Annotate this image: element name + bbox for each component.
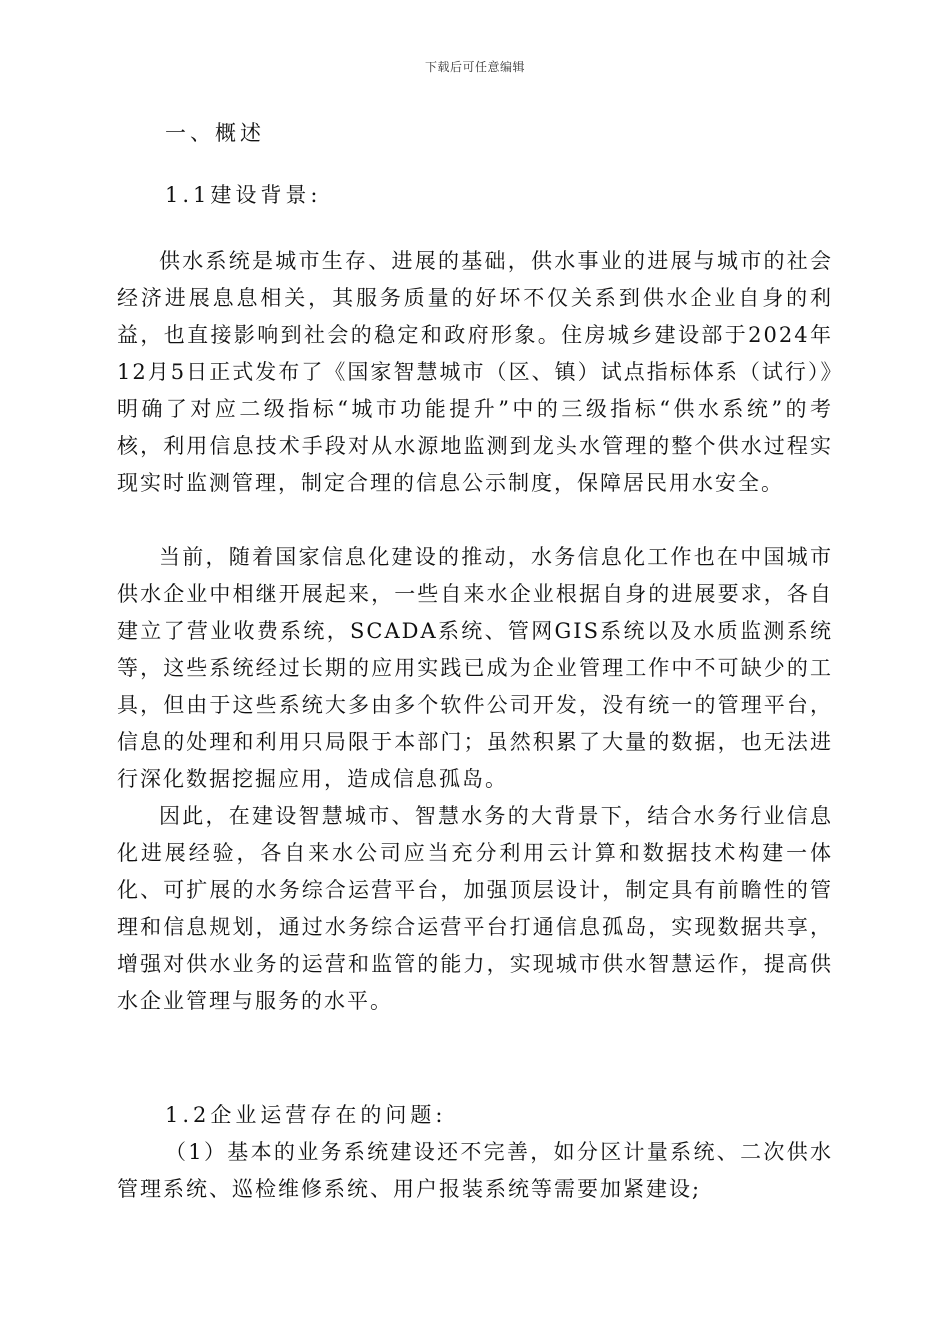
paragraph-background-3: 因此，在建设智慧城市、智慧水务的大背景下，结合水务行业信息化进展经验，各自来水公司应当充分利用云计算和数据技术构建一体化、可扩展的水务综合运营平台，加强顶层设计，制定具有前瞻性的管理和信息规划，通过水务综合运营平台打通信息孤岛，实现数据共享，增强对供水业务的运营和监管的能力，实现城市供水智慧运作，提高供水企业管理与服务的水平。: [117, 804, 833, 1013]
section-title-problems: 1.2企业运营存在的问题:: [165, 1103, 447, 1127]
paragraph-background-1: 供水系统是城市生存、进展的基础，供水事业的进展与城市的社会经济进展息息相关，其服务质量的好坏不仅关系到供水企业自身的利益，也直接影响到社会的稳定和政府形象。住房城乡建设部于2024年12月5日正式发布了《国家智慧城市（区、镇）试点指标体系（试行）》明确了对应二级指标“城市功能提升”中的三级指标“供水系统”的考核，利用信息技术手段对从水源地监测到龙头水管理的整个供水过程实现实时监测管理，制定合理的信息公示制度，保障居民用水安全。: [117, 249, 833, 495]
section-title-overview: 一、概述: [165, 121, 265, 145]
paragraph-problem-1: （1）基本的业务系统建设还不完善，如分区计量系统、二次供水管理系统、巡检维修系统、用户报装系统等需要加紧建设;: [117, 1140, 833, 1201]
paragraph-background-2: 当前，随着国家信息化建设的推动，水务信息化工作也在中国城市供水企业中相继开展起来，一些自来水企业根据自身的进展要求，各自建立了营业收费系统，SCADA系统、管网GIS系统以及水质监测系统等，这些系统经过长期的应用实践已成为企业管理工作中不可缺少的工具，但由于这些系统大多由多个软件公司开发，没有统一的管理平台，信息的处理和利用只局限于本部门；虽然积累了大量的数据，也无法进行深化数据挖掘应用，造成信息孤岛。: [117, 545, 833, 791]
section-title-background: 1.1建设背景:: [165, 183, 322, 207]
page-header-note: 下载后可任意编辑: [424, 60, 525, 74]
